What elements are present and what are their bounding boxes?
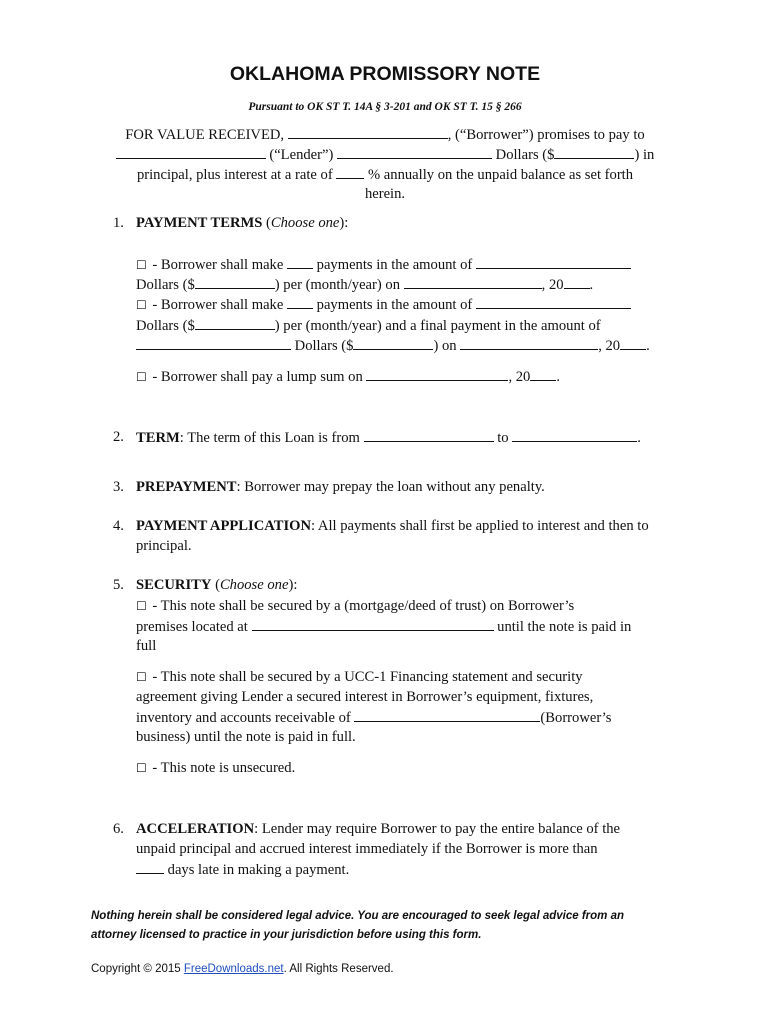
option-text: - This note shall be secured by a (mortgage/deed of trust) on Borrower’s	[152, 598, 575, 614]
section-text: days late in making a payment.	[167, 862, 350, 878]
option-text: , 20	[598, 338, 621, 354]
section-acceleration	[136, 820, 620, 838]
section-text: principal.	[136, 538, 192, 554]
payment-option-1-line-1	[136, 255, 631, 274]
security-option-2-line-3	[136, 708, 611, 727]
section-title: PAYMENT APPLICATION	[136, 518, 312, 534]
number-of-payments-blank[interactable]	[287, 255, 313, 269]
final-payment-date-blank[interactable]	[460, 336, 598, 350]
option-text: premises located at	[136, 619, 248, 635]
final-payment-amount-blank[interactable]	[353, 336, 433, 350]
section-text: to	[497, 430, 509, 446]
security-option-1-line-2	[136, 617, 631, 636]
checkbox-security-option-2[interactable]: ☐	[136, 670, 147, 684]
paren: ):	[339, 215, 349, 231]
payment-amount-words-blank[interactable]	[476, 255, 631, 269]
payment-option-3	[136, 367, 560, 386]
paren: (	[262, 215, 271, 231]
option-text: full	[136, 638, 157, 654]
year-blank[interactable]	[620, 336, 646, 350]
intro-text: , (“Borrower”) promises to pay to	[447, 127, 645, 143]
period: .	[637, 430, 641, 446]
section-text: : Lender may require Borrower to pay the entire balance of the	[254, 821, 621, 837]
section-number: 6.	[113, 821, 124, 837]
option-text: - Borrower shall make	[152, 297, 284, 313]
option-text: - Borrower shall pay a lump sum on	[152, 369, 363, 385]
period: .	[646, 338, 650, 354]
section-number: 5.	[113, 577, 124, 593]
principal-words-blank[interactable]	[337, 145, 492, 159]
final-payment-words-blank[interactable]	[136, 336, 291, 350]
term-start-date-blank[interactable]	[364, 428, 494, 442]
section-title: ACCELERATION	[136, 821, 255, 837]
copyright-text: . All Rights Reserved.	[283, 963, 394, 975]
section-number: 3.	[113, 479, 124, 495]
term-end-date-blank[interactable]	[512, 428, 637, 442]
section-text: unpaid principal and accrued interest immediately if the Borrower is more than	[136, 841, 598, 857]
lump-sum-date-blank[interactable]	[366, 367, 508, 381]
option-text: ) per (month/year) and a final payment in the amount of	[274, 318, 601, 334]
checkbox-payment-option-3[interactable]: ☐	[136, 370, 147, 384]
disclaimer-line-2: attorney licensed to practice in your jurisdiction before using this form.	[91, 929, 482, 941]
period: .	[589, 277, 594, 293]
option-text: (Borrower’s	[540, 710, 612, 726]
section-text: : The term of this Loan is from	[179, 430, 360, 446]
document-title: OKLAHOMA PROMISSORY NOTE	[229, 63, 541, 85]
option-text: ) per (month/year) on	[274, 277, 400, 293]
payment-option-2-line-3	[136, 336, 650, 355]
option-text: - This note is unsecured.	[152, 760, 296, 776]
checkbox-payment-option-2[interactable]: ☐	[136, 298, 147, 312]
option-text: Dollars ($	[294, 338, 354, 354]
borrower-name-blank[interactable]	[288, 125, 448, 139]
intro-text: principal, plus interest at a rate of	[136, 167, 333, 183]
option-text: , 20	[508, 369, 531, 385]
year-blank[interactable]	[564, 275, 590, 289]
intro-line-3	[0, 165, 770, 184]
intro-line-2	[0, 145, 770, 164]
section-term	[136, 428, 641, 447]
intro-text: Dollars ($	[495, 147, 555, 163]
section-prepayment	[136, 478, 545, 496]
intro-line-1	[0, 125, 770, 144]
section-title: PAYMENT TERMS	[136, 215, 263, 231]
choose-one-label: Choose one	[219, 577, 289, 593]
section-title: SECURITY	[136, 577, 212, 593]
interest-rate-blank[interactable]	[336, 165, 364, 179]
option-text: agreement giving Lender a secured interest in Borrower’s equipment, fixtures,	[136, 689, 594, 705]
section-text: : All payments shall first be applied to interest and then to	[311, 518, 649, 534]
section-title: TERM	[136, 430, 180, 446]
option-text: ) on	[433, 338, 457, 354]
payment-amount-blank[interactable]	[195, 275, 275, 289]
principal-amount-blank[interactable]	[554, 145, 634, 159]
security-option-1-line-1	[136, 597, 574, 615]
option-text: - Borrower shall make	[152, 257, 284, 273]
section-number: 2.	[113, 429, 124, 445]
payment-start-date-blank[interactable]	[404, 275, 542, 289]
days-late-blank[interactable]	[136, 860, 164, 874]
intro-text: % annually on the unpaid balance as set forth	[368, 167, 634, 183]
paren: ):	[288, 577, 298, 593]
paren: (	[211, 577, 220, 593]
section-number: 4.	[113, 518, 124, 534]
option-text: - This note shall be secured by a UCC-1 Financing statement and security	[152, 669, 583, 685]
option-text: payments in the amount of	[316, 297, 473, 313]
payment-amount-blank[interactable]	[195, 316, 275, 330]
checkbox-security-option-3[interactable]: ☐	[136, 761, 147, 775]
section-6-line-3	[136, 860, 349, 879]
number-of-payments-blank[interactable]	[287, 295, 313, 309]
intro-line-4: herein.	[364, 186, 406, 202]
option-text: , 20	[541, 277, 564, 293]
payment-amount-words-blank[interactable]	[476, 295, 631, 309]
section-payment-application	[136, 517, 649, 535]
payment-option-2-line-2	[136, 316, 601, 335]
intro-text: ) in	[634, 147, 655, 163]
disclaimer-line-1: Nothing herein shall be considered legal advice. You are encouraged to seek legal advice from an	[91, 910, 625, 922]
option-text: payments in the amount of	[316, 257, 473, 273]
section-number: 1.	[113, 215, 124, 231]
payment-option-1-line-2	[136, 275, 593, 294]
option-text: business) until the note is paid in full.	[136, 729, 356, 745]
intro-text: (“Lender”)	[269, 147, 334, 163]
section-heading-security	[136, 576, 297, 594]
section-heading-payment-terms	[136, 214, 348, 232]
period: .	[556, 369, 560, 385]
premises-address-blank[interactable]	[252, 617, 494, 631]
option-text: inventory and accounts receivable of	[136, 710, 351, 726]
option-text: Dollars ($	[136, 277, 195, 293]
business-name-blank[interactable]	[354, 708, 540, 722]
security-option-2-line-1	[136, 668, 583, 686]
freedownloads-link[interactable]: FreeDownloads.net	[183, 963, 284, 975]
copyright-text: Copyright © 2015	[91, 963, 184, 975]
payment-option-2-line-1	[136, 295, 631, 314]
document-subtitle: Pursuant to OK ST T. 14A § 3-201 and OK ST T. 15 § 266	[248, 101, 522, 113]
checkbox-payment-option-1[interactable]: ☐	[136, 258, 147, 272]
copyright-notice	[91, 960, 394, 978]
checkbox-security-option-1[interactable]: ☐	[136, 599, 147, 613]
option-text: until the note is paid in	[497, 619, 632, 635]
section-text: : Borrower may prepay the loan without any penalty.	[236, 479, 545, 495]
choose-one-label: Choose one	[270, 215, 340, 231]
lender-name-blank[interactable]	[116, 145, 266, 159]
year-blank[interactable]	[530, 367, 556, 381]
section-title: PREPAYMENT	[136, 479, 237, 495]
option-text: Dollars ($	[136, 318, 195, 334]
intro-text: FOR VALUE RECEIVED,	[125, 127, 285, 143]
security-option-3	[136, 759, 295, 777]
